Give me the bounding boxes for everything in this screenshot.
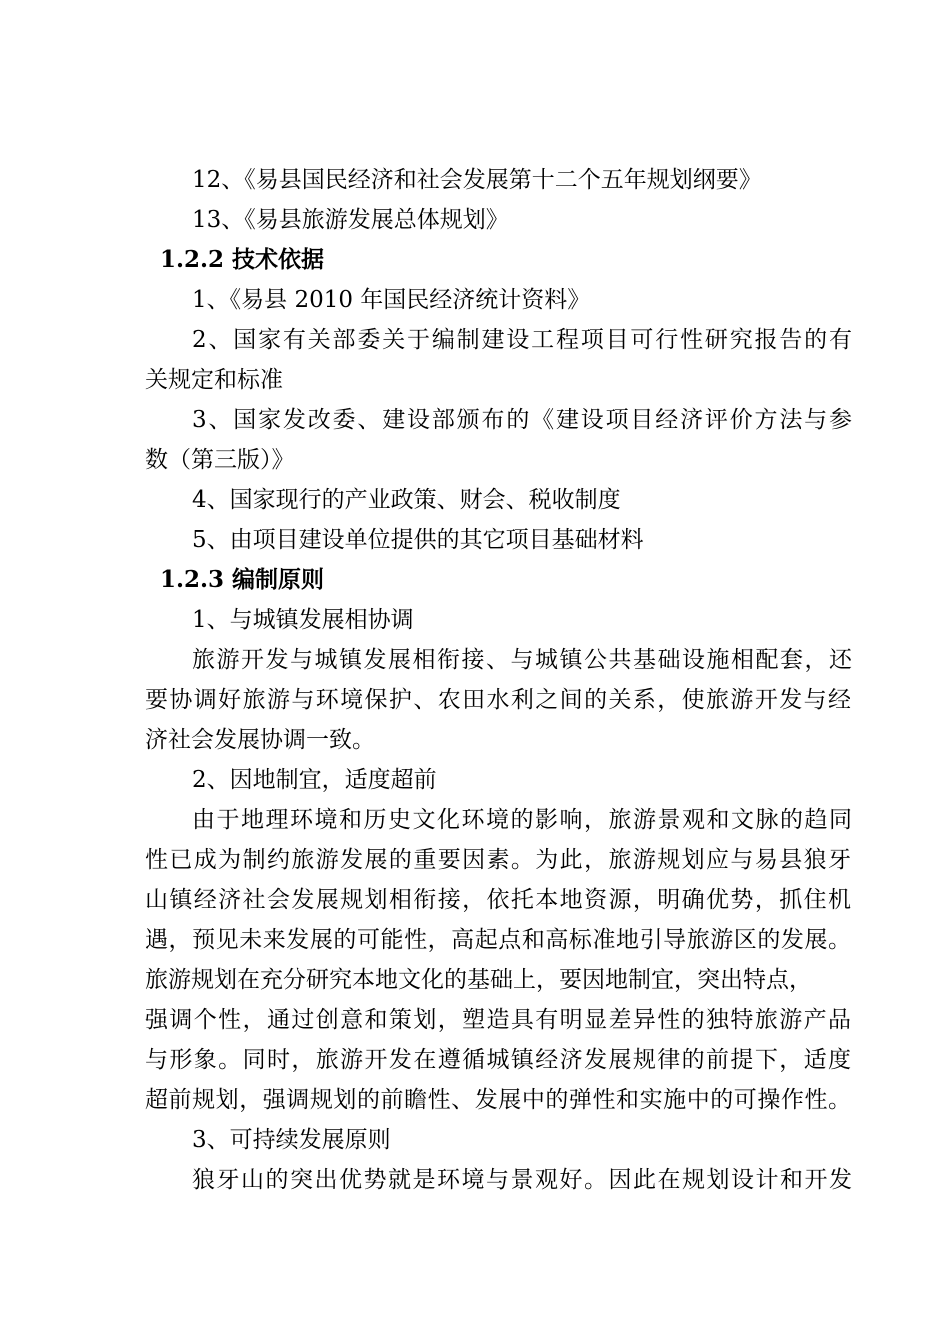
technical-basis-item-1: 1、《易县 2010 年国民经济统计资料》 <box>192 287 591 313</box>
text-line: 要协调好旅游与环境保护、农田水利之间的关系，使旅游开发与经 <box>145 687 851 713</box>
paragraph-line: 济社会发展协调一致。 <box>145 727 375 753</box>
text-line: 超前规划，强调规划的前瞻性、发展中的弹性和实施中的可操作性。 <box>145 1087 851 1113</box>
text-line: 2、国家有关部委关于编制建设工程项目可行性研究报告的有 <box>192 327 852 353</box>
technical-basis-item-4: 4、国家现行的产业政策、财会、税收制度 <box>192 487 621 513</box>
technical-basis-item-3-cont: 数（第三版）》 <box>145 447 295 473</box>
section-heading-principles: 1.2.3 编制原则 <box>160 566 325 593</box>
technical-basis-item-3 <box>0 400 950 440</box>
text-line: 强调个性，通过创意和策划，塑造具有明显差异性的独特旅游产品 <box>145 1007 851 1033</box>
text-line: 狼牙山的突出优势就是环境与景观好。因此在规划设计和开发 <box>192 1167 852 1193</box>
reference-item-13: 13、《易县旅游发展总体规划》 <box>192 207 509 233</box>
paragraph-line <box>0 920 950 960</box>
reference-item-12: 12、《易县国民经济和社会发展第十二个五年规划纲要》 <box>192 167 762 193</box>
paragraph-line <box>0 680 950 720</box>
paragraph-line <box>0 800 950 840</box>
principle-3-title: 3、可持续发展原则 <box>192 1127 391 1153</box>
principle-1-title: 1、与城镇发展相协调 <box>192 607 414 633</box>
text-line: 与形象。同时，旅游开发在遵循城镇经济发展规律的前提下，适度 <box>145 1047 851 1073</box>
text-line: 性已成为制约旅游发展的重要因素。为此，旅游规划应与易县狼牙 <box>145 847 851 873</box>
text-line: 山镇经济社会发展规划相衔接，依托本地资源，明确优势，抓住机 <box>145 887 851 913</box>
paragraph-line: 旅游规划在充分研究本地文化的基础上，要因地制宜，突出特点， <box>145 967 812 993</box>
paragraph-line <box>0 640 950 680</box>
paragraph-line <box>0 880 950 920</box>
technical-basis-item-2-cont: 关规定和标准 <box>145 367 283 393</box>
document-body <box>0 160 950 1200</box>
technical-basis-item-5: 5、由项目建设单位提供的其它项目基础材料 <box>192 527 644 553</box>
text-line: 旅游开发与城镇发展相衔接、与城镇公共基础设施相配套，还 <box>192 647 852 673</box>
paragraph-line <box>0 840 950 880</box>
text-line: 由于地理环境和历史文化环境的影响，旅游景观和文脉的趋同 <box>192 807 852 833</box>
paragraph-line <box>0 1040 950 1080</box>
text-line: 遇，预见未来发展的可能性，高起点和高标准地引导旅游区的发展。 <box>145 927 851 953</box>
paragraph-line <box>0 1160 950 1200</box>
principle-2-title: 2、因地制宜，适度超前 <box>192 767 437 793</box>
paragraph-line <box>0 1000 950 1040</box>
section-heading-technical-basis: 1.2.2 技术依据 <box>160 246 325 273</box>
text-line: 3、国家发改委、建设部颁布的《建设项目经济评价方法与参 <box>192 407 852 433</box>
paragraph-line <box>0 1080 950 1120</box>
technical-basis-item-2 <box>0 320 950 360</box>
